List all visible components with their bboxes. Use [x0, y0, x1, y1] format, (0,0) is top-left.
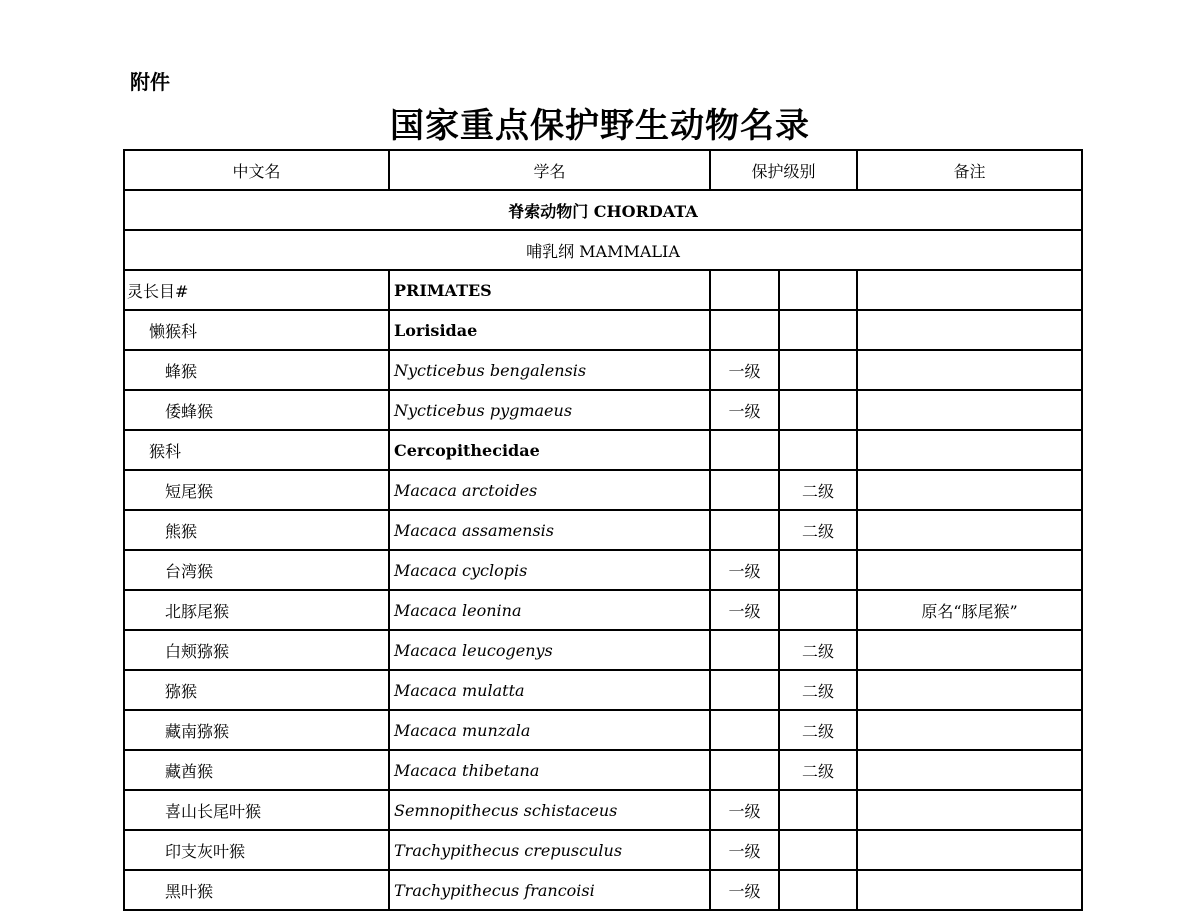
level-two-cell: [779, 830, 857, 870]
table-row: [124, 550, 1082, 590]
remarks-cell: [857, 470, 1082, 510]
level-two-cell: [779, 590, 857, 630]
scientific-name-cell: Cercopithecidae: [389, 430, 710, 470]
chinese-name-cell: 猴科: [124, 430, 389, 470]
chinese-name-cell: 藏南猕猴: [124, 710, 389, 750]
chinese-name-cell: 懒猴科: [124, 310, 389, 350]
chinese-name-cell: 熊猴: [124, 510, 389, 550]
remarks-cell: [857, 670, 1082, 710]
level-two-cell: 二级: [779, 710, 857, 750]
chinese-name-cell: 藏酋猴: [124, 750, 389, 790]
table-row: [124, 430, 1082, 470]
level-one-cell: 一级: [710, 350, 779, 390]
level-one-cell: [710, 270, 779, 310]
scientific-name-cell: Macaca mulatta: [389, 670, 710, 710]
table-row: [124, 710, 1082, 750]
remarks-cell: [857, 830, 1082, 870]
attachment-label: 附件: [130, 70, 170, 94]
level-one-cell: 一级: [710, 550, 779, 590]
table-row: [124, 750, 1082, 790]
class-banner: 哺乳纲 MAMMALIA: [124, 230, 1082, 270]
level-one-cell: [710, 470, 779, 510]
scientific-name-cell: PRIMATES: [389, 270, 710, 310]
remarks-cell: [857, 350, 1082, 390]
chinese-name-cell: 蜂猴: [124, 350, 389, 390]
chinese-name-cell: 灵长目#: [124, 270, 389, 310]
chinese-name-cell: 猕猴: [124, 670, 389, 710]
chinese-name-cell: 短尾猴: [124, 470, 389, 510]
level-two-cell: 二级: [779, 510, 857, 550]
level-two-cell: [779, 350, 857, 390]
scientific-name-cell: Macaca arctoides: [389, 470, 710, 510]
scientific-name-cell: Semnopithecus schistaceus: [389, 790, 710, 830]
level-two-cell: [779, 870, 857, 910]
table-row: [124, 590, 1082, 630]
table-row: [124, 270, 1082, 310]
remarks-cell: [857, 630, 1082, 670]
remarks-cell: [857, 310, 1082, 350]
remarks-cell: [857, 870, 1082, 910]
level-one-cell: [710, 510, 779, 550]
level-two-cell: [779, 430, 857, 470]
scientific-name-cell: Macaca thibetana: [389, 750, 710, 790]
chinese-name-cell: 北豚尾猴: [124, 590, 389, 630]
remarks-cell: [857, 550, 1082, 590]
scientific-name-cell: Macaca leonina: [389, 590, 710, 630]
level-two-cell: [779, 270, 857, 310]
scientific-name-cell: Trachypithecus crepusculus: [389, 830, 710, 870]
table-row: [124, 870, 1082, 910]
level-one-cell: 一级: [710, 830, 779, 870]
level-two-cell: 二级: [779, 670, 857, 710]
scientific-name-cell: Macaca assamensis: [389, 510, 710, 550]
level-one-cell: 一级: [710, 790, 779, 830]
page-title: 国家重点保护野生动物名录: [390, 106, 810, 146]
level-two-cell: [779, 390, 857, 430]
level-one-cell: [710, 710, 779, 750]
table-row: [124, 790, 1082, 830]
chinese-name-cell: 喜山长尾叶猴: [124, 790, 389, 830]
header-protection-level: 保护级别: [710, 150, 857, 190]
remarks-cell: [857, 710, 1082, 750]
scientific-name-cell: Nycticebus pygmaeus: [389, 390, 710, 430]
scientific-name-cell: Macaca leucogenys: [389, 630, 710, 670]
chinese-name-cell: 黑叶猴: [124, 870, 389, 910]
table-header-row: [124, 150, 1082, 190]
level-two-cell: 二级: [779, 630, 857, 670]
table-row: [124, 350, 1082, 390]
chinese-name-cell: 白颊猕猴: [124, 630, 389, 670]
class-banner-row: [124, 230, 1082, 270]
remarks-cell: [857, 790, 1082, 830]
table-row: [124, 630, 1082, 670]
remarks-cell: [857, 510, 1082, 550]
table-row: [124, 470, 1082, 510]
scientific-name-cell: Nycticebus bengalensis: [389, 350, 710, 390]
table-row: [124, 510, 1082, 550]
phylum-banner: 脊索动物门 CHORDATA: [124, 190, 1082, 230]
level-one-cell: [710, 430, 779, 470]
chinese-name-cell: 台湾猴: [124, 550, 389, 590]
level-one-cell: 一级: [710, 590, 779, 630]
scientific-name-cell: Trachypithecus francoisi: [389, 870, 710, 910]
phylum-banner-row: [124, 190, 1082, 230]
remarks-cell: 原名“豚尾猴”: [857, 590, 1082, 630]
scientific-name-cell: Macaca munzala: [389, 710, 710, 750]
level-two-cell: [779, 310, 857, 350]
remarks-cell: [857, 430, 1082, 470]
table-row: [124, 670, 1082, 710]
level-two-cell: 二级: [779, 750, 857, 790]
level-one-cell: 一级: [710, 870, 779, 910]
level-two-cell: [779, 790, 857, 830]
header-chinese-name: 中文名: [124, 150, 389, 190]
scientific-name-cell: Lorisidae: [389, 310, 710, 350]
level-one-cell: 一级: [710, 390, 779, 430]
level-two-cell: [779, 550, 857, 590]
remarks-cell: [857, 390, 1082, 430]
level-one-cell: [710, 630, 779, 670]
table-row: [124, 390, 1082, 430]
level-one-cell: [710, 750, 779, 790]
chinese-name-cell: 倭蜂猴: [124, 390, 389, 430]
table-row: [124, 830, 1082, 870]
remarks-cell: [857, 270, 1082, 310]
level-one-cell: [710, 670, 779, 710]
table-row: [124, 310, 1082, 350]
species-table: [123, 149, 1083, 911]
scientific-name-cell: Macaca cyclopis: [389, 550, 710, 590]
remarks-cell: [857, 750, 1082, 790]
header-scientific-name: 学名: [389, 150, 710, 190]
header-remarks: 备注: [857, 150, 1082, 190]
level-one-cell: [710, 310, 779, 350]
chinese-name-cell: 印支灰叶猴: [124, 830, 389, 870]
level-two-cell: 二级: [779, 470, 857, 510]
